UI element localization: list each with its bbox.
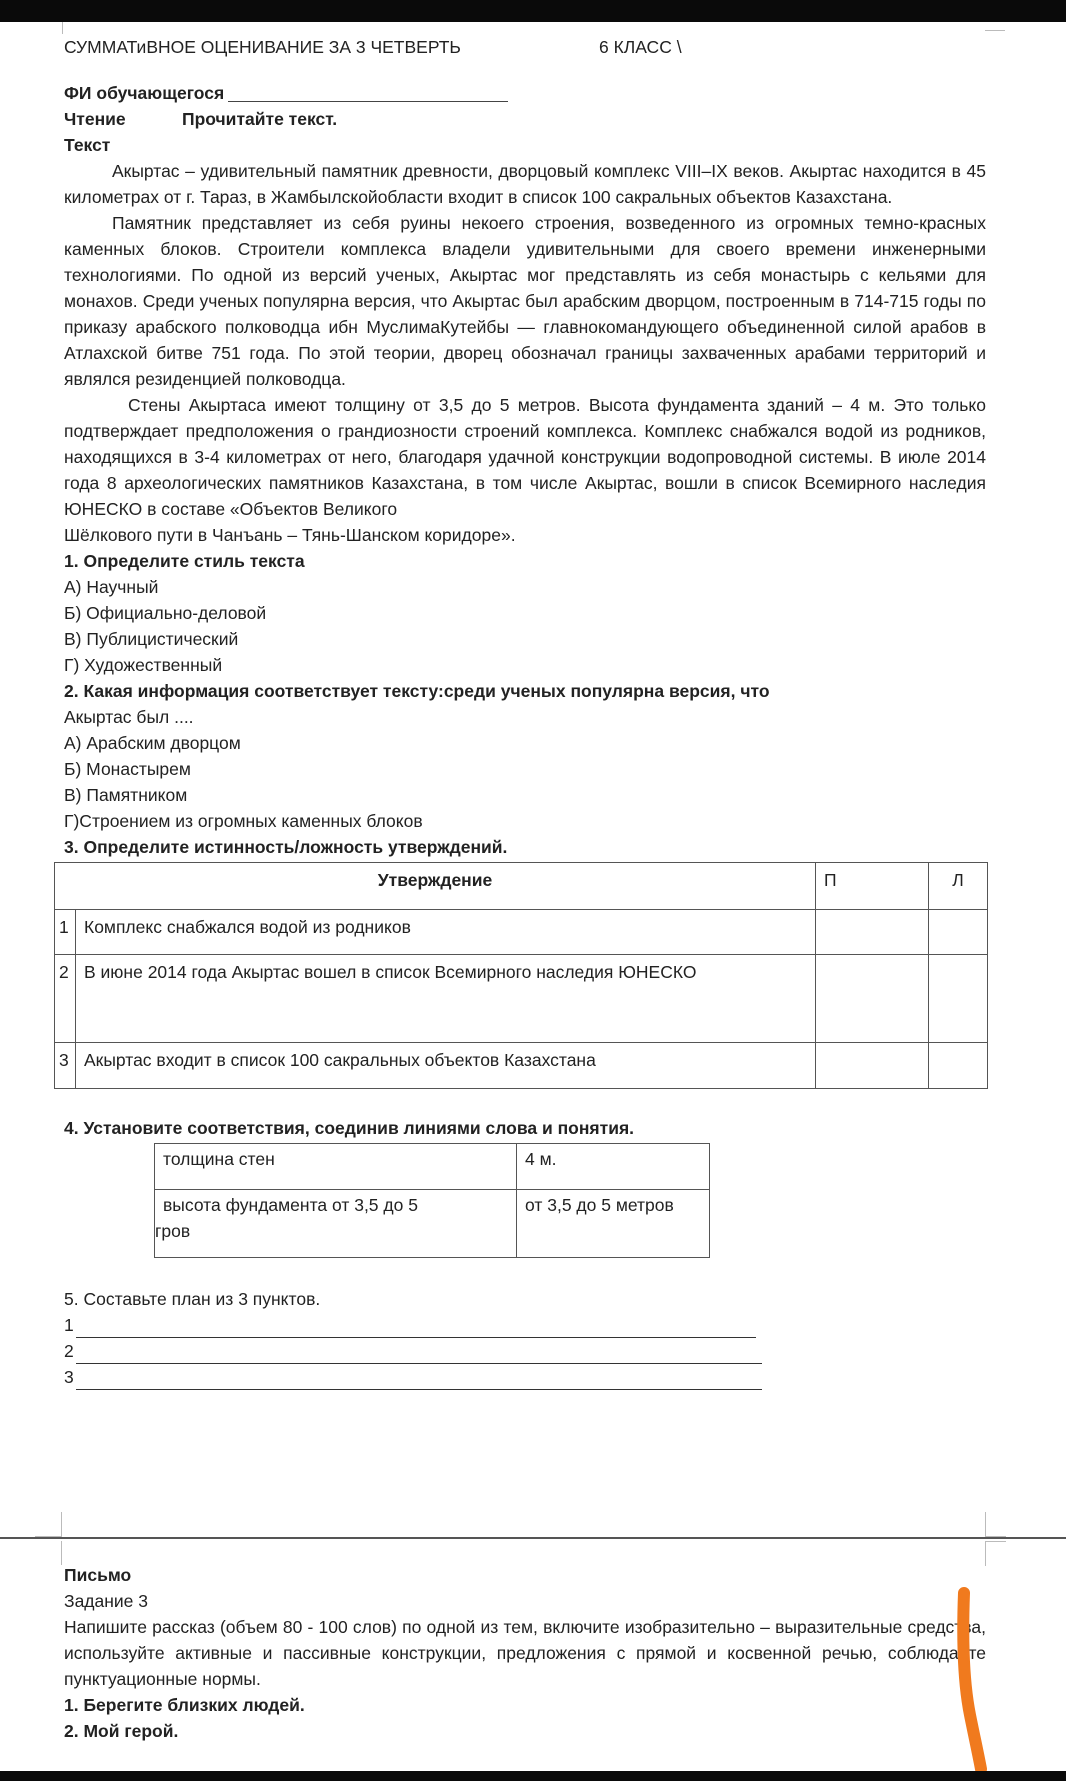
question-5-title: 5. Составьте план из 3 пунктов. — [64, 1289, 321, 1309]
false-answer-cell[interactable] — [929, 910, 988, 955]
text-heading: Текст — [64, 135, 111, 155]
true-answer-cell[interactable] — [816, 910, 929, 955]
statement-column-header: Утверждение — [55, 863, 816, 910]
true-answer-cell[interactable] — [816, 955, 929, 1043]
question-2-subtitle: Акыртас был .... — [64, 707, 194, 727]
writing-heading: Письмо — [64, 1565, 132, 1585]
matching-right-cell: от 3,5 до 5 метров — [517, 1190, 710, 1258]
page-divider — [0, 1537, 1066, 1539]
plan-blank[interactable] — [76, 1318, 756, 1338]
student-name-blank — [228, 87, 508, 102]
grade-label: 6 КЛАСС \ — [599, 37, 682, 57]
page-corner-mark — [985, 1541, 1006, 1566]
true-column-header: П — [816, 863, 929, 910]
page-corner-mark — [35, 1541, 62, 1565]
text-paragraph-3: Стены Акыртаса имеют толщину от 3,5 до 5 метров. Высота фундамента зданий – 4 м. Это только подтверждает предположения о грандиозности строений комплекса. Комплекс снабжался водой из родников, находящихся в 3-4 километрах от него, благодаря удачной конструкции водопроводной системы. В июле 2014 года 8 археологических памятников Казахстана, в том числе Акыртас, вошли в список Всемирного наследия ЮНЕСКО в составе «Объектов Великого — [64, 395, 986, 519]
q1-option-d: Г) Художественный — [64, 655, 223, 675]
plan-blank[interactable] — [76, 1344, 762, 1364]
page-1 — [59, 34, 986, 1390]
statement-cell: Комплекс снабжался водой из родников — [76, 910, 816, 955]
writing-task-text: Напишите рассказ (объем 80 - 100 слов) по одной из тем, включите изобразительно – выразительные средства, используйте активные и пассивные конструкции, предложения с прямой и косвенной речью, соблюдайте пунктуационные нормы. — [64, 1617, 986, 1689]
q2-option-d: Г)Строением из огромных каменных блоков — [64, 811, 423, 831]
statement-cell: В июне 2014 года Акыртас вошел в список Всемирного наследия ЮНЕСКО — [76, 955, 816, 1043]
table-row — [155, 1144, 710, 1190]
page-corner-mark — [985, 1512, 1006, 1537]
false-column-header: Л — [929, 863, 988, 910]
writing-topic-2: 2. Мой герой. — [64, 1721, 179, 1741]
plan-line-3[interactable] — [64, 1364, 986, 1390]
student-name-row — [64, 80, 986, 106]
table-row — [155, 1190, 710, 1258]
plan-blank[interactable] — [76, 1370, 762, 1390]
statement-cell: Акыртас входит в список 100 сакральных объектов Казахстана — [76, 1043, 816, 1089]
writing-topic-1: 1. Берегите близких людей. — [64, 1695, 305, 1715]
plan-number: 1 — [64, 1315, 74, 1335]
table-header-row — [55, 863, 988, 910]
page-corner-mark — [35, 1512, 62, 1537]
true-answer-cell[interactable] — [816, 1043, 929, 1089]
orange-pen-stroke — [948, 1585, 1008, 1771]
matching-left-cell: толщина стен — [155, 1144, 517, 1190]
page-corner-mark — [985, 30, 1005, 31]
document-header — [64, 34, 986, 60]
page-corner-mark — [42, 22, 63, 34]
top-black-bar — [0, 0, 1066, 22]
matching-table — [154, 1143, 710, 1258]
row-number: 1 — [55, 910, 76, 955]
reading-label: Чтение — [64, 109, 126, 129]
table-row — [55, 955, 988, 1043]
text-paragraph-tail: Шёлкового пути в Чанъань – Тянь-Шанском коридоре». — [64, 525, 516, 545]
table-row — [55, 1043, 988, 1089]
plan-number: 3 — [64, 1367, 74, 1387]
text-paragraph-1: Акыртас – удивительный памятник древности, дворцовый комплекс VIII–IX веков. Акыртас находится в 45 километрах от г. Тараз, в Жамбылскойобласти входит в список 100 сакральных объектов Казахстана. — [64, 161, 986, 207]
bottom-black-bar — [0, 1771, 1066, 1781]
q2-option-a: А) Арабским дворцом — [64, 733, 241, 753]
plan-line-2[interactable] — [64, 1338, 986, 1364]
page-2 — [64, 1562, 986, 1744]
q2-option-b: Б) Монастырем — [64, 759, 191, 779]
reading-instruction: Прочитайте текст. — [182, 109, 338, 129]
question-2-title: 2. Какая информация соответствует тексту:среди ученых популярна версия, что — [64, 681, 770, 701]
q1-option-c: В) Публицистический — [64, 629, 239, 649]
matching-left-text: высота фундамента от 3,5 до 5 — [163, 1195, 418, 1215]
reading-row — [64, 106, 986, 132]
writing-task-label: Задание 3 — [64, 1591, 149, 1611]
plan-line-1[interactable] — [64, 1312, 986, 1338]
row-number: 2 — [55, 955, 76, 1043]
matching-left-overflow: гров — [155, 1221, 191, 1241]
student-name-label: ФИ обучающегося — [64, 83, 225, 103]
true-false-table — [54, 862, 988, 1089]
question-4-title: 4. Установите соответствия, соединив линиями слова и понятия. — [64, 1118, 635, 1138]
question-3-title: 3. Определите истинность/ложность утверждений. — [64, 837, 508, 857]
q1-option-b: Б) Официально-деловой — [64, 603, 267, 623]
text-paragraph-2: Памятник представляет из себя руины некоего строения, возведенного из огромных темно-красных каменных блоков. Строители комплекса владели удивительными для своего времени инженерными технологиями. По одной из версий ученых, Акыртас мог представлять из себя монастырь с кельями для монахов. Среди ученых популярна версия, что Акыртас был арабским дворцом, построенным в 714-715 годы по приказу арабского полководца ибн МуслимаКутейбы — главнокомандующего объединенной силой арабов в Атлахской битве 751 года. По этой теории, дворец обозначал границы захваченных арабами территорий и являлся резиденцией полководца. — [64, 213, 986, 389]
matching-left-cell — [155, 1190, 517, 1258]
false-answer-cell[interactable] — [929, 955, 988, 1043]
question-1-title: 1. Определите стиль текста — [64, 551, 305, 571]
plan-number: 2 — [64, 1341, 74, 1361]
document-title: СУММАТиВНОЕ ОЦЕНИВАНИЕ ЗА 3 ЧЕТВЕРТЬ — [64, 37, 461, 57]
q1-option-a: А) Научный — [64, 577, 159, 597]
false-answer-cell[interactable] — [929, 1043, 988, 1089]
row-number: 3 — [55, 1043, 76, 1089]
table-row — [55, 910, 988, 955]
matching-right-cell: 4 м. — [517, 1144, 710, 1190]
q2-option-c: В) Памятником — [64, 785, 188, 805]
